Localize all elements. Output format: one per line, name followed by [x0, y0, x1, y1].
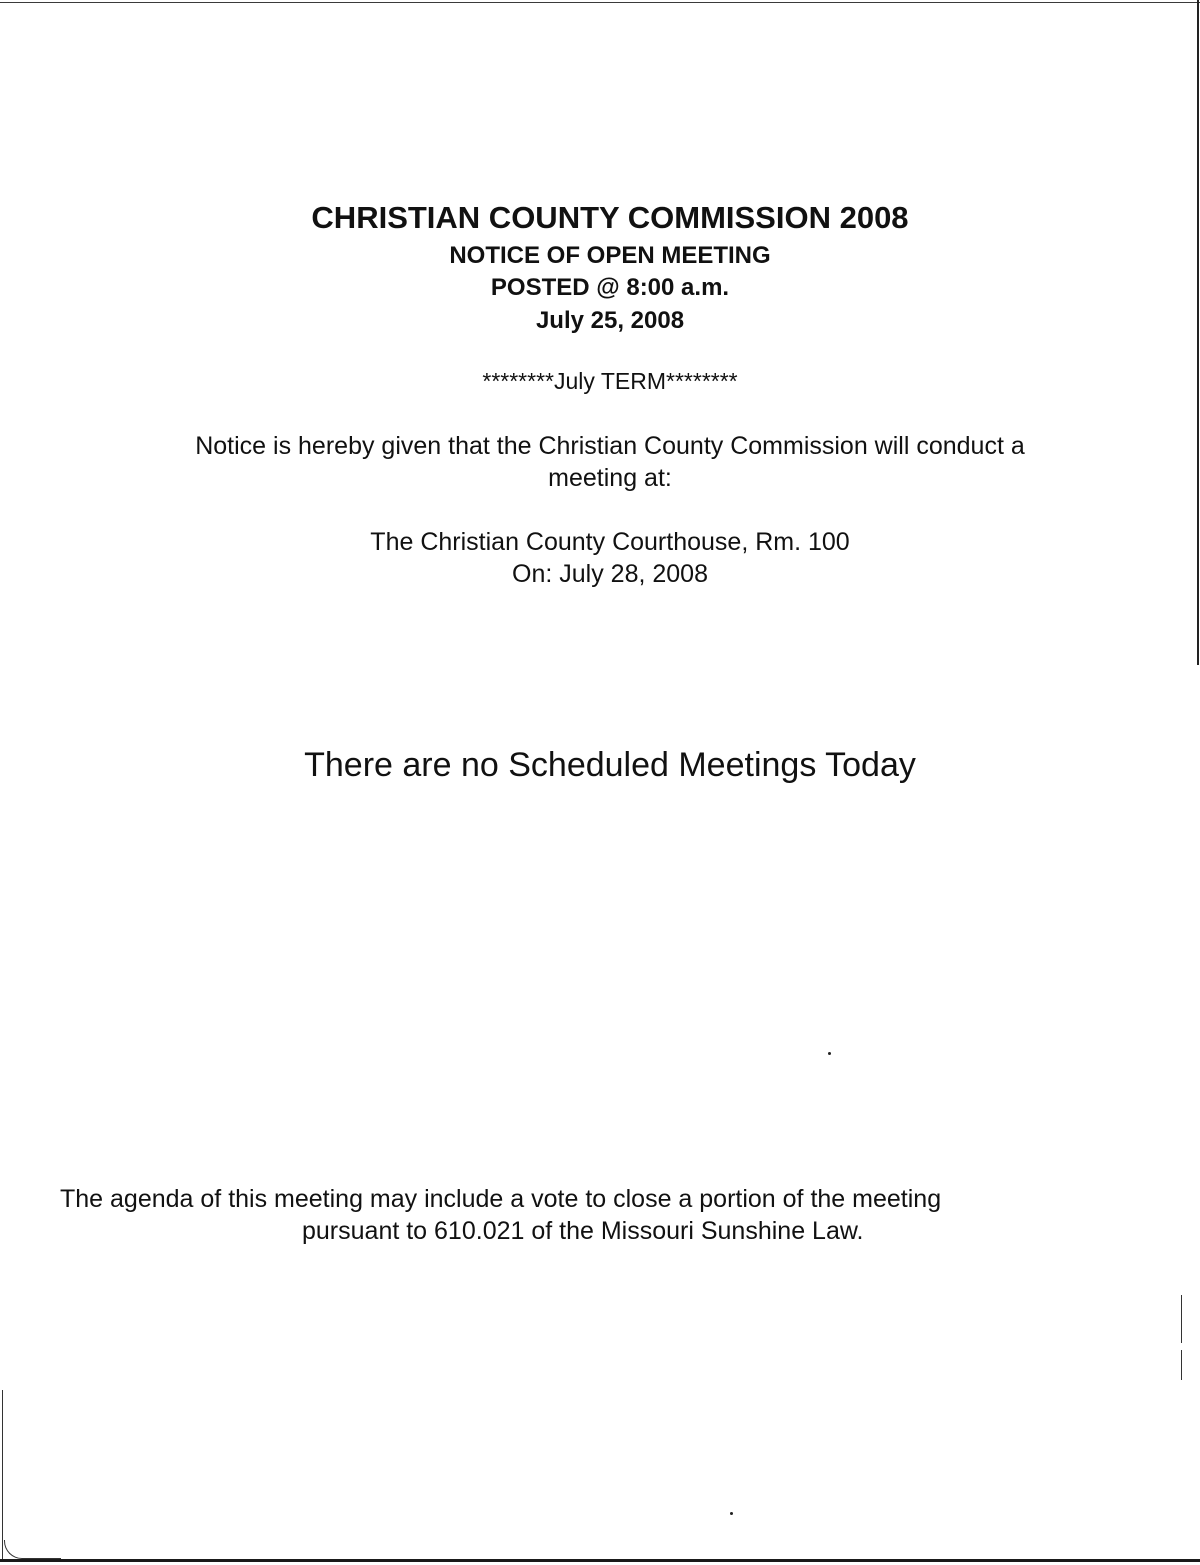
posted-time: POSTED @ 8:00 a.m. [490, 274, 730, 301]
notice-line-1: Notice is hereby given that the Christian County Commission will conduct a [195, 432, 1025, 460]
location-date: On: July 28, 2008 [512, 560, 708, 588]
notice-line-2: meeting at: [548, 464, 672, 492]
scan-edge-bottom [0, 1559, 1200, 1562]
term-line: ********July TERM******** [482, 368, 738, 394]
no-meetings-message: There are no Scheduled Meetings Today [304, 746, 916, 784]
location-place: The Christian County Courthouse, Rm. 100 [370, 528, 850, 556]
scan-edge-right-lower-2 [1181, 1350, 1182, 1380]
notice-heading: NOTICE OF OPEN MEETING [449, 242, 771, 269]
scan-edge-right-lower [1181, 1295, 1182, 1343]
notice-paragraph [10, 430, 1200, 494]
scan-edge-left [2, 1390, 3, 1560]
agenda-note [60, 1183, 1060, 1247]
posted-date: July 25, 2008 [535, 307, 685, 334]
scan-page-curl [4, 1540, 61, 1559]
scan-speck [730, 1512, 733, 1515]
meeting-location [10, 526, 1200, 590]
agenda-note-line-1: The agenda of this meeting may include a vote to close a portion of the meeting [60, 1185, 942, 1213]
scan-edge-top [0, 2, 1200, 3]
agenda-note-line-2: pursuant to 610.021 of the Missouri Sunshine Law. [302, 1217, 864, 1245]
document-title: CHRISTIAN COUNTY COMMISSION 2008 [311, 200, 909, 235]
scan-speck [828, 1052, 831, 1055]
